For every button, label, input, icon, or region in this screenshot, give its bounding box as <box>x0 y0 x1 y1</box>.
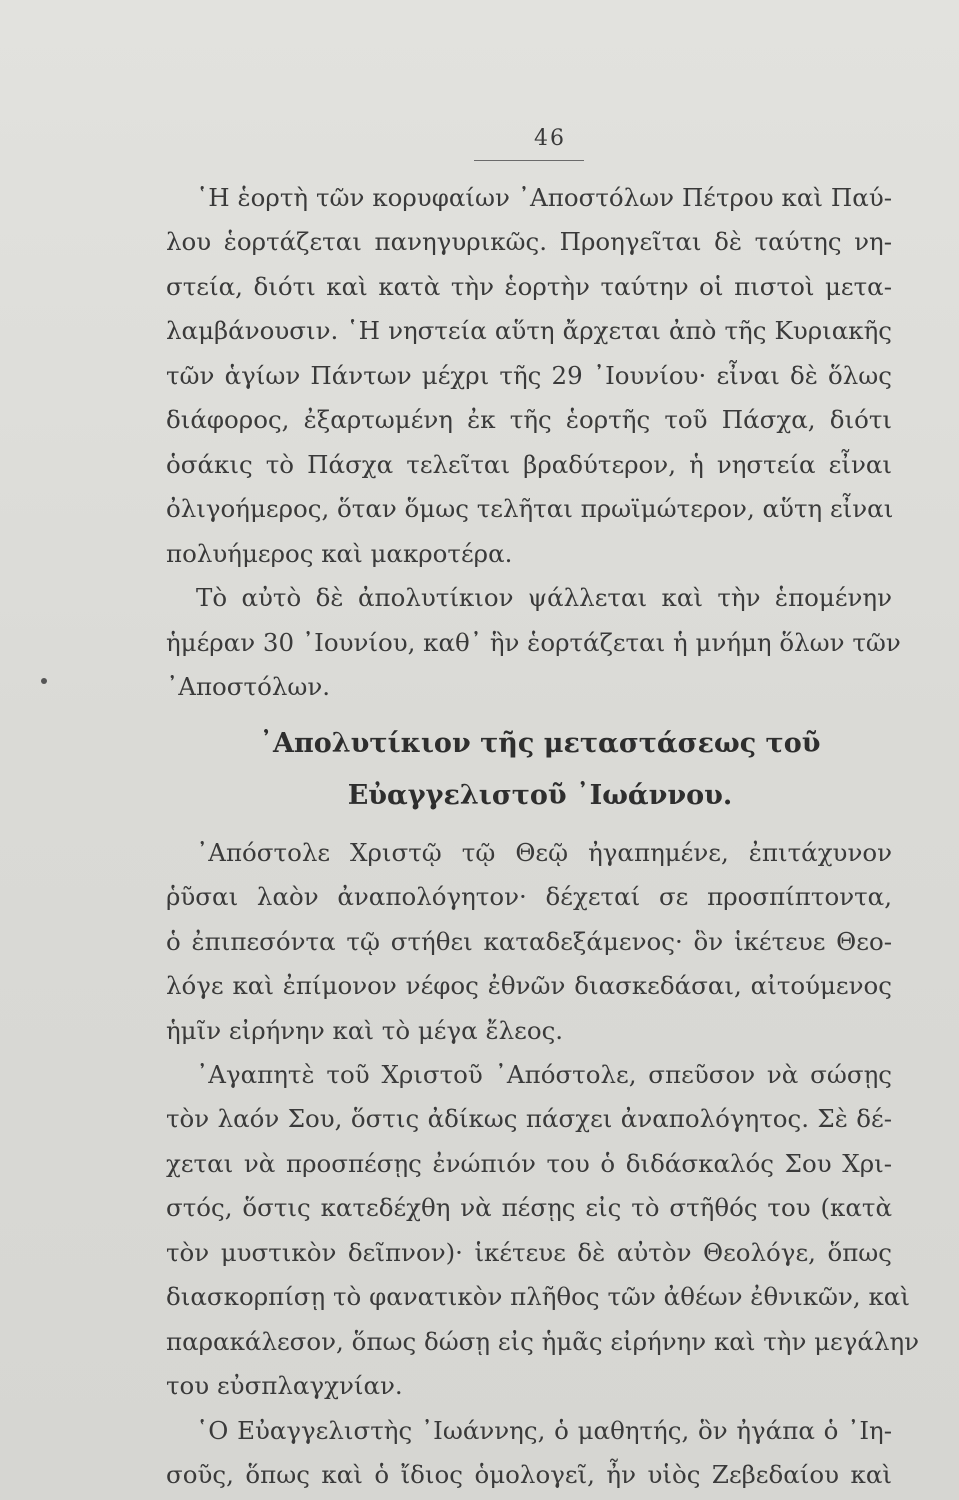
text-line: του εὐσπλαγχνίαν. <box>166 1371 403 1400</box>
text-line: ὀλιγοήμερος, ὅταν ὅμως τελῆται πρωϊμώτερον, αὕτη εἶναι <box>166 494 894 523</box>
section-heading: Εὐαγγελιστοῦ ᾿Ιωάννου. <box>347 780 733 811</box>
text-line: ἡμῖν εἰρήνην καὶ τὸ μέγα ἔλεος. <box>166 1016 564 1045</box>
text-line: Τὸ αὐτὸ δὲ ἀπολυτίκιον ψάλλεται καὶ τὴν ἑπομένην <box>196 583 892 612</box>
text-line: πολυήμερος καὶ μακροτέρα. <box>166 539 513 568</box>
text-line: διασκορπίσῃ τὸ φανατικὸν πλῆθος τῶν ἀθέων ἐθνικῶν, καὶ <box>166 1282 910 1311</box>
text-line: σοῦς, ὅπως καὶ ὁ ἴδιος ὁμολογεῖ, ἦν υἱὸς Ζεβεδαίου καὶ <box>166 1460 892 1489</box>
text-line: ᾿Αγαπητὲ τοῦ Χριστοῦ ᾿Απόστολε, σπεῦσον νὰ σώσῃς <box>196 1060 892 1089</box>
margin-mark <box>41 678 47 684</box>
text-line: ὁσάκις τὸ Πάσχα τελεῖται βραδύτερον, ἡ νηστεία εἶναι <box>166 450 892 479</box>
page-number: 46 <box>534 126 566 151</box>
text-line: λαμβάνουσιν. ῾Η νηστεία αὕτη ἄρχεται ἀπὸ τῆς Κυριακῆς <box>166 316 892 345</box>
text-line: τῶν ἁγίων Πάντων μέχρι τῆς 29 ᾿Ιουνίου· εἶναι δὲ ὅλως <box>166 361 892 390</box>
text-line: ᾿Απόστολε Χριστῷ τῷ Θεῷ ἠγαπημένε, ἐπιτάχυνον <box>196 838 892 867</box>
text-line: στός, ὅστις κατεδέχθη νὰ πέσῃς εἰς τὸ στῆθός του (κατὰ <box>166 1193 892 1222</box>
section-heading: ᾿Απολυτίκιον τῆς μεταστάσεως τοῦ <box>259 728 821 759</box>
text-line: ἡμέραν 30 ᾿Ιουνίου, καθ᾿ ἣν ἑορτάζεται ἡ μνήμη ὅλων τῶν <box>166 628 901 657</box>
text-line: ῾Ο Εὐαγγελιστὴς ᾿Ιωάννης, ὁ μαθητής, ὃν ἠγάπα ὁ ᾿Ιη- <box>196 1416 892 1445</box>
text-line: χεται νὰ προσπέσῃς ἐνώπιόν του ὁ διδάσκαλός Σου Χρι- <box>166 1149 892 1178</box>
text-line: ῥῦσαι λαὸν ἀναπολόγητον· δέχεταί σε προσπίπτοντα, <box>166 882 892 911</box>
text-line: ῾Η ἑορτὴ τῶν κορυφαίων ᾿Αποστόλων Πέτρου καὶ Παύ- <box>196 183 892 212</box>
text-line: στεία, διότι καὶ κατὰ τὴν ἑορτὴν ταύτην οἱ πιστοὶ μετα- <box>166 272 892 301</box>
header-rule <box>474 160 584 161</box>
text-line: διάφορος, ἐξαρτωμένη ἐκ τῆς ἑορτῆς τοῦ Πάσχα, διότι <box>166 405 892 434</box>
text-line: παρακάλεσον, ὅπως δώσῃ εἰς ἡμᾶς εἰρήνην καὶ τὴν μεγάλην <box>166 1327 920 1356</box>
text-line: τὸν μυστικὸν δεῖπνον)· ἱκέτευε δὲ αὐτὸν Θεολόγε, ὅπως <box>166 1238 892 1267</box>
text-line: ὁ ἐπιπεσόντα τῷ στήθει καταδεξάμενος· ὃν ἱκέτευε Θεο- <box>166 927 892 956</box>
text-line: λόγε καὶ ἐπίμονον νέφος ἐθνῶν διασκεδάσαι, αἰτούμενος <box>166 971 892 1000</box>
text-line: λου ἑορτάζεται πανηγυρικῶς. Προηγεῖται δὲ ταύτης νη- <box>166 227 892 256</box>
text-line: τὸν λαόν Σου, ὅστις ἀδίκως πάσχει ἀναπολόγητος. Σὲ δέ- <box>166 1104 892 1133</box>
text-line: ᾿Αποστόλων. <box>166 672 331 701</box>
